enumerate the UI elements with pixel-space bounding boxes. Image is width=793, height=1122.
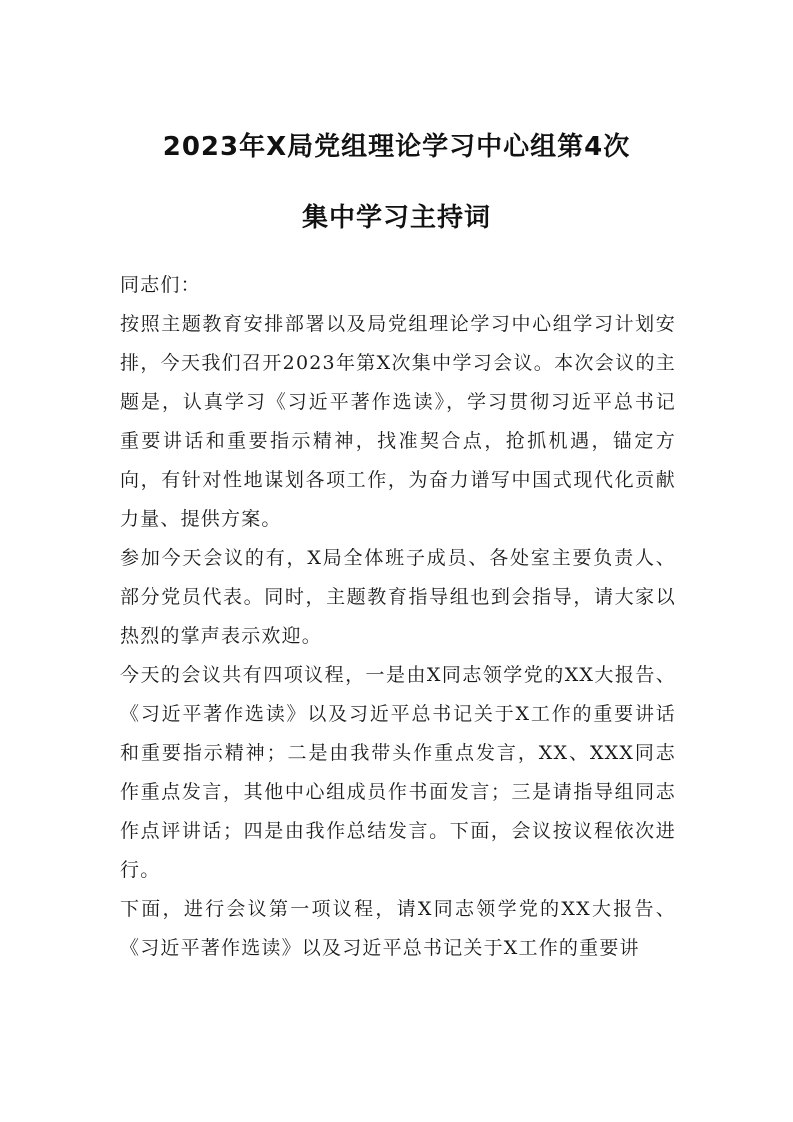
paragraph: 按照主题教育安排部署以及局党组理论学习中心组学习计划安排，今天我们召开2023年第X次集中学习会议。本次会议的主题是，认真学习《习近平著作选读》，学习贯彻习近平总书记重要讲话和重要指示精神，找准契合点，抢抓机遇，锚定方向，有针对性地谋划各项工作，为奋力谱写中国式现代化贡献力量、提供方案。	[120, 313, 676, 530]
paragraph: 参加今天会议的有，X局全体班子成员、各处室主要负责人、部分党员代表。同时，主题教育指导组也到会指导，请大家以热烈的掌声表示欢迎。	[120, 547, 676, 647]
document-body	[120, 266, 676, 968]
paragraph: 下面，进行会议第一项议程，请X同志领学党的XX大报告、《习近平著作选读》以及习近平总书记关于X工作的重要讲	[120, 898, 676, 959]
document-title-line-2: 集中学习主持词	[301, 203, 491, 233]
salutation: 同志们：	[120, 274, 201, 296]
document-title-line-1: 2023年X局党组理论学习中心组第4次	[162, 132, 631, 162]
paragraph: 今天的会议共有四项议程，一是由X同志领学党的XX大报告、《习近平著作选读》以及习近平总书记关于X工作的重要讲话和重要指示精神；二是由我带头作重点发言，XX、XXX同志作重点发言，其他中心组成员作书面发言；三是请指导组同志作点评讲话；四是由我作总结发言。下面，会议按议程依次进行。	[120, 664, 676, 881]
